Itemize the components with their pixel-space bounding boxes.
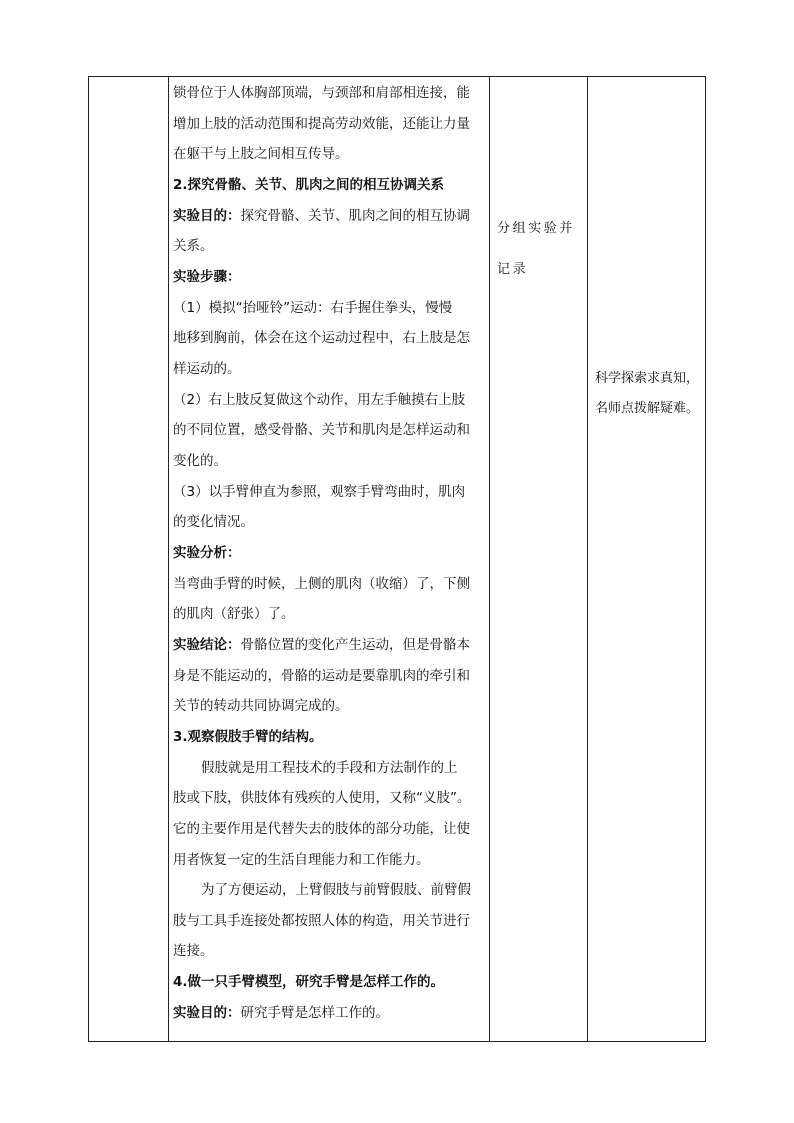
text-run: 骨骼位置的变化产生运动，但是骨骼本	[240, 636, 470, 653]
text-run: 的不同位置，感受骨骼、关节和肌肉是怎样运动和	[173, 422, 470, 439]
text-line	[173, 361, 241, 377]
text-run: （2）右上肢反复做这个动作，用左手触摸右上肢	[173, 391, 466, 408]
bold-text-run: 实验结论：	[173, 636, 241, 653]
text-run: 连接。	[173, 943, 214, 960]
text-run: 它的主要作用是代替失去的肢体的部分功能，让使	[173, 820, 470, 837]
text-line	[173, 729, 323, 745]
bold-text-run: 实验步骤：	[173, 268, 241, 285]
text-run: 样运动的。	[173, 360, 241, 377]
text-line	[173, 668, 470, 684]
bold-text-run: 2.探究骨骼、关节、肌肉之间的相互协调关系	[173, 176, 445, 193]
text-run: 变化的。	[173, 452, 227, 469]
text-line	[173, 974, 444, 990]
student-activity-line: 分组实验并	[497, 221, 576, 236]
text-run: 肢或下肢，供肢体有残疾的人使用，又称“义肢”。	[173, 790, 471, 807]
text-line	[173, 698, 349, 714]
bold-text-run: 3.观察假肢手臂的结构。	[173, 728, 323, 745]
text-run: 关系。	[173, 238, 214, 255]
text-run: （3）以手臂伸直为参照，观察手臂弯曲时，肌肉	[173, 483, 466, 500]
text-line	[173, 208, 470, 224]
text-line	[173, 146, 349, 162]
column-divider	[587, 77, 588, 1041]
text-run: 地移到胸前，体会在这个运动过程中，右上肢是怎	[173, 330, 470, 347]
text-line	[173, 269, 241, 285]
text-run: 身是不能运动的，骨骼的运动是要靠肌肉的牵引和	[173, 667, 470, 684]
column-divider	[489, 77, 490, 1041]
student-activity-line: 记录	[497, 262, 529, 277]
text-line	[173, 760, 458, 776]
text-line	[173, 545, 241, 561]
text-line	[173, 300, 452, 316]
text-line	[173, 177, 444, 193]
bold-text-run: 实验分析：	[173, 544, 241, 561]
bold-text-run: 实验目的：	[173, 207, 241, 224]
text-run: 为了方便运动，上臂假肢与前臂假肢、前臂假	[201, 882, 471, 899]
text-run: 探究骨骼、关节、肌肉之间的相互协调	[240, 207, 470, 224]
text-run: 在躯干与上肢之间相互传导。	[173, 146, 349, 163]
text-line	[173, 1005, 389, 1021]
text-run: 研究手臂是怎样工作的。	[240, 1004, 389, 1021]
text-run: 用者恢复一定的生活自理能力和工作能力。	[173, 851, 430, 868]
lesson-table	[88, 76, 706, 1042]
text-line	[173, 453, 227, 469]
text-line	[173, 484, 465, 500]
text-run: 肢与工具手连接处都按照人体的构造，用关节进行	[173, 912, 470, 929]
design-intent-line: 名师点拨解疑难。	[595, 401, 700, 416]
text-line	[173, 238, 214, 254]
text-run: 的肌肉（舒张）了。	[173, 606, 295, 623]
bold-text-run: 4.做一只手臂模型，研究手臂是怎样工作的。	[173, 974, 445, 991]
text-run: 锁骨位于人体胸部顶端，与颈部和肩部相连接，能	[173, 85, 470, 101]
text-line	[173, 606, 295, 622]
text-line	[173, 116, 470, 132]
column-divider	[168, 77, 169, 1041]
text-run: 的变化情况。	[173, 514, 254, 531]
text-line	[173, 392, 465, 408]
design-intent-line: 科学探索求真知，	[595, 371, 700, 386]
bold-text-run: 实验目的：	[173, 1004, 241, 1021]
text-line	[173, 514, 254, 530]
text-line	[173, 882, 471, 898]
text-line	[173, 913, 470, 929]
text-line	[173, 943, 214, 959]
text-run: 增加上肢的活动范围和提高劳动效能，还能让力量	[173, 115, 470, 132]
text-line	[173, 821, 470, 837]
text-line	[173, 422, 470, 438]
text-run: 关节的转动共同协调完成的。	[173, 698, 349, 715]
text-line	[173, 576, 470, 592]
text-line	[173, 790, 471, 806]
text-line	[173, 330, 470, 346]
text-line	[173, 637, 470, 653]
text-run: 假肢就是用工程技术的手段和方法制作的上	[201, 759, 458, 776]
text-run: （1）模拟“抬哑铃”运动：右手握住拳头，慢慢	[173, 299, 453, 316]
text-run: 当弯曲手臂的时候，上侧的肌肉（收缩）了，下侧	[173, 575, 470, 592]
text-line	[173, 85, 470, 101]
text-line	[173, 852, 430, 868]
